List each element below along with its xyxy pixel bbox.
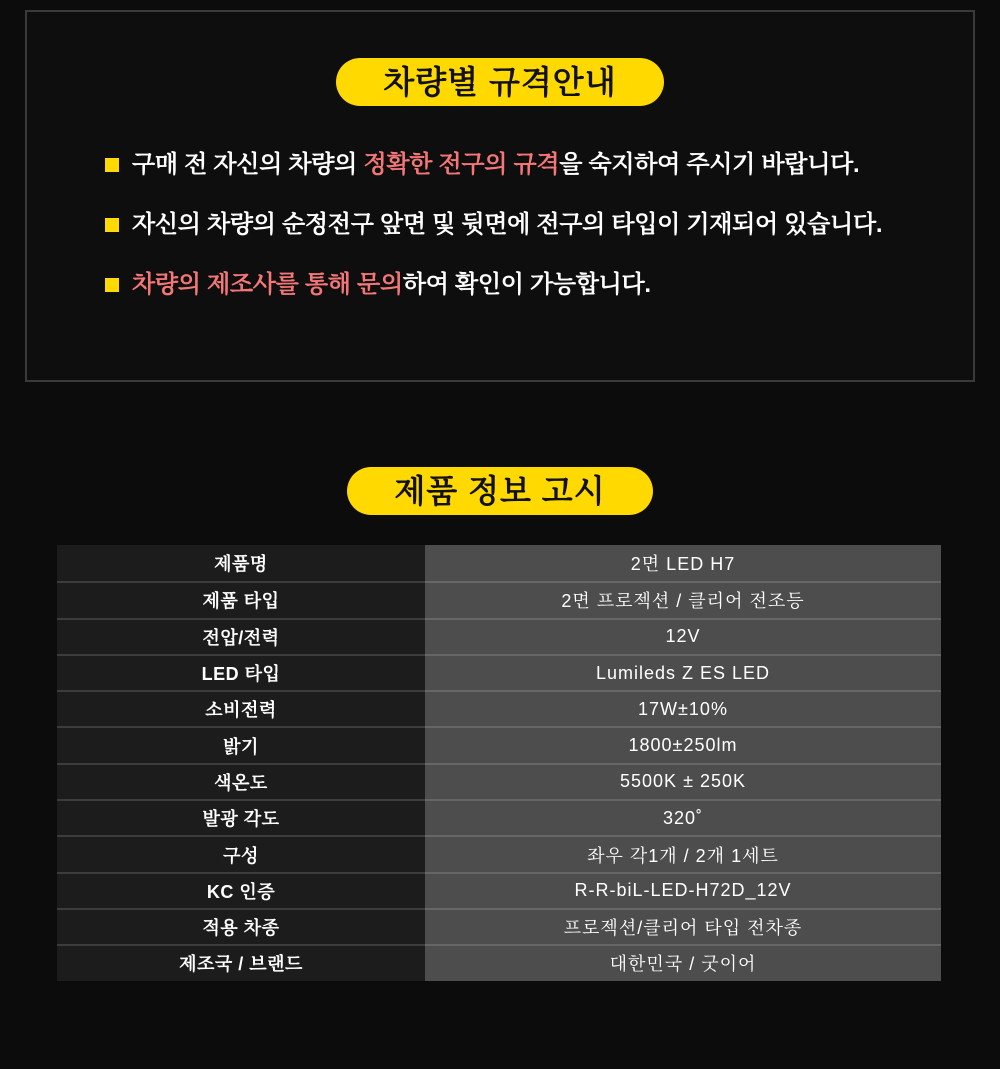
spec-value-cell: 2면 프로젝션 / 클리어 전조등 bbox=[425, 581, 941, 617]
spec-label-cell: 밝기 bbox=[57, 726, 425, 762]
vehicle-spec-guide-box bbox=[25, 10, 975, 382]
plain-text: 자신의 차량의 순정전구 앞면 및 뒷면에 전구의 타입이 기재되어 있습니다. bbox=[132, 211, 883, 238]
spec-label-cell: 발광 각도 bbox=[57, 799, 425, 835]
highlighted-text: 차량의 제조사를 통해 문의 bbox=[132, 271, 403, 298]
guide-bullet-text bbox=[132, 152, 859, 178]
guide-bullet-item bbox=[105, 152, 973, 178]
spec-value-cell: 2면 LED H7 bbox=[425, 545, 941, 581]
spec-label-cell: 제품 타입 bbox=[57, 581, 425, 617]
spec-value-cell: 프로젝션/클리어 타입 전차종 bbox=[425, 908, 941, 944]
plain-text: 구매 전 자신의 차량의 bbox=[132, 151, 364, 178]
guide-title-pill bbox=[336, 58, 663, 106]
spec-label-cell: 제조국 / 브랜드 bbox=[57, 944, 425, 980]
table-row bbox=[57, 872, 941, 908]
guide-bullet-text bbox=[132, 272, 651, 298]
table-row bbox=[57, 908, 941, 944]
table-row bbox=[57, 618, 941, 654]
guide-bullet-text bbox=[132, 212, 882, 238]
table-row bbox=[57, 835, 941, 871]
plain-text: 하여 확인이 가능합니다. bbox=[402, 271, 651, 298]
highlighted-text: 정확한 전구의 규격 bbox=[363, 151, 560, 178]
spec-value-cell: 12V bbox=[425, 618, 941, 654]
guide-title: 차량별 규격안내 bbox=[383, 64, 617, 100]
spec-label-cell: 구성 bbox=[57, 835, 425, 871]
spec-label-cell: 색온도 bbox=[57, 763, 425, 799]
spec-value-cell: 1800±250lm bbox=[425, 726, 941, 762]
table-row bbox=[57, 763, 941, 799]
table-row bbox=[57, 581, 941, 617]
spec-label-cell: LED 타입 bbox=[57, 654, 425, 690]
table-row bbox=[57, 690, 941, 726]
spec-value-cell: 대한민국 / 굿이어 bbox=[425, 944, 941, 980]
spec-value-cell: 좌우 각1개 / 2개 1세트 bbox=[425, 835, 941, 871]
guide-bullet-list bbox=[27, 152, 973, 298]
product-info-title-pill bbox=[347, 467, 652, 515]
spec-value-cell: 17W±10% bbox=[425, 690, 941, 726]
table-row bbox=[57, 726, 941, 762]
spec-label-cell: 적용 차종 bbox=[57, 908, 425, 944]
spec-value-cell: 320˚ bbox=[425, 799, 941, 835]
spec-value-cell: Lumileds Z ES LED bbox=[425, 654, 941, 690]
guide-bullet-item bbox=[105, 212, 973, 238]
spec-value-cell: R-R-biL-LED-H72D_12V bbox=[425, 872, 941, 908]
bullet-square-icon bbox=[105, 218, 119, 232]
table-row bbox=[57, 799, 941, 835]
product-info-title: 제품 정보 고시 bbox=[394, 473, 606, 509]
table-row bbox=[57, 944, 941, 980]
spec-label-cell: 소비전력 bbox=[57, 690, 425, 726]
table-row bbox=[57, 545, 941, 581]
spec-label-cell: 전압/전력 bbox=[57, 618, 425, 654]
product-info-section bbox=[0, 467, 1000, 981]
spec-label-cell: 제품명 bbox=[57, 545, 425, 581]
plain-text: 을 숙지하여 주시기 바랍니다. bbox=[559, 151, 860, 178]
product-spec-table bbox=[57, 545, 941, 981]
bullet-square-icon bbox=[105, 158, 119, 172]
guide-bullet-item bbox=[105, 272, 973, 298]
spec-value-cell: 5500K ± 250K bbox=[425, 763, 941, 799]
bullet-square-icon bbox=[105, 278, 119, 292]
spec-label-cell: KC 인증 bbox=[57, 872, 425, 908]
table-row bbox=[57, 654, 941, 690]
